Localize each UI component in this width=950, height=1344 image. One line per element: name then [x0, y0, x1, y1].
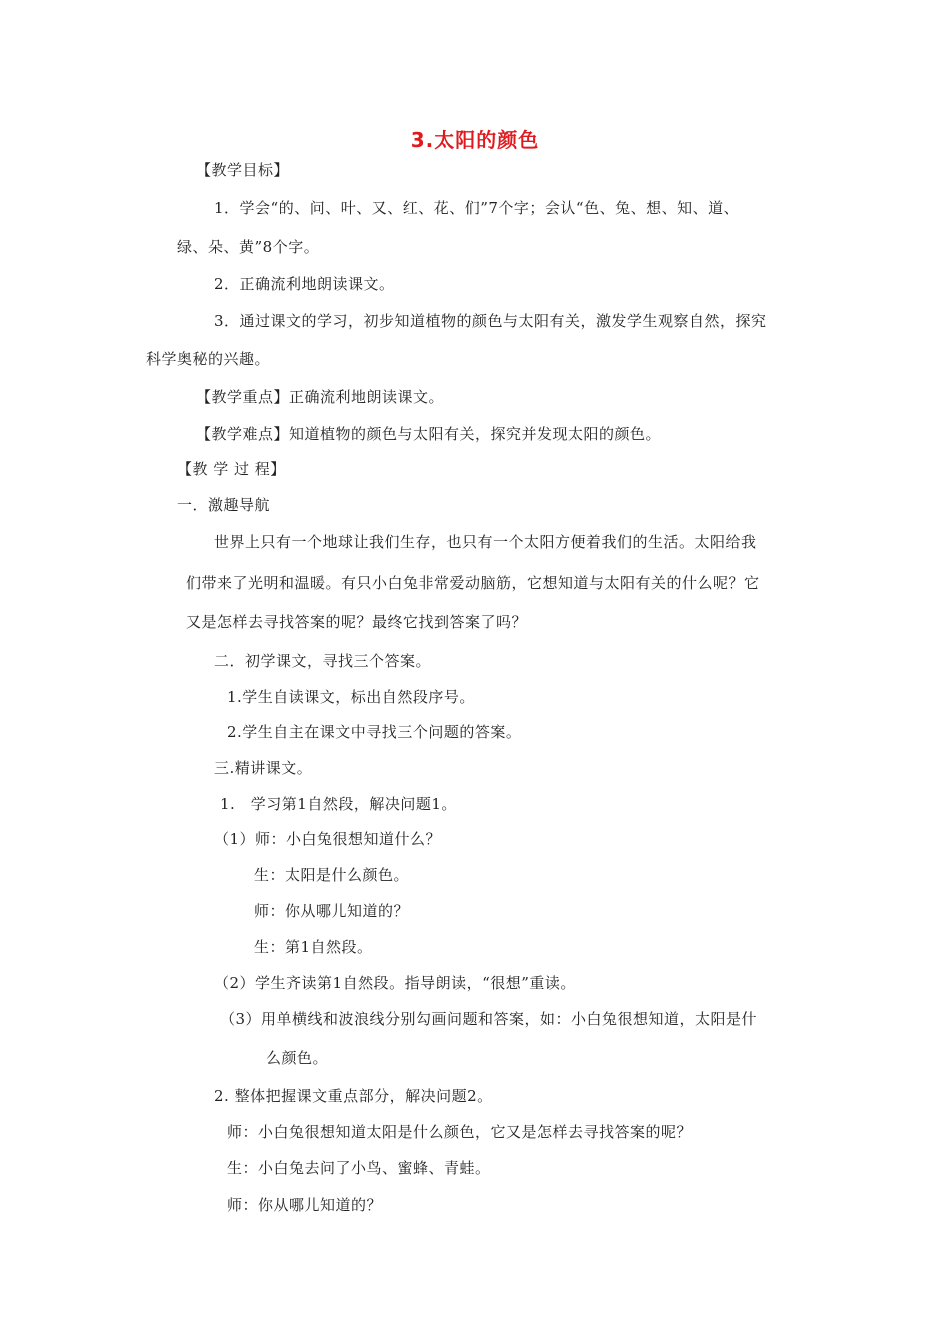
paragraph-line: （1）师：小白兔很想知道什么？	[214, 830, 442, 848]
paragraph-line: 二．初学课文，寻找三个答案。	[214, 652, 432, 670]
section-heading-key-points: 【教学重点】正确流利地朗读课文。	[196, 388, 445, 406]
paragraph-line: 生：小白兔去问了小鸟、蜜蜂、青蛙。	[227, 1159, 491, 1177]
paragraph-line: 又是怎样去寻找答案的呢？最终它找到答案了吗？	[186, 613, 528, 631]
paragraph-line: 绿、朵、黄”8个字。	[177, 238, 320, 256]
paragraph-line: 3．通过课文的学习，初步知道植物的颜色与太阳有关，激发学生观察自然，探究	[214, 312, 767, 330]
document-title: 3.太阳的颜色	[410, 128, 540, 152]
paragraph-line: 么颜色。	[266, 1049, 329, 1067]
section-heading-objectives: 【教学目标】	[196, 161, 290, 179]
paragraph-line: 科学奥秘的兴趣。	[146, 350, 271, 368]
paragraph-line: 1．学会“的、问、叶、又、红、花、们”7个字；会认“色、兔、想、知、道、	[214, 199, 740, 217]
paragraph-line: 师：你从哪儿知道的？	[254, 902, 410, 920]
paragraph-line: 世界上只有一个地球让我们生存，也只有一个太阳方便着我们的生活。太阳给我	[214, 533, 757, 551]
paragraph-line: （2）学生齐读第1自然段。指导朗读，“很想”重读。	[214, 974, 576, 992]
paragraph-line: 1.学生自读课文，标出自然段序号。	[227, 688, 475, 706]
paragraph-line: 2. 整体把握课文重点部分，解决问题2。	[214, 1087, 493, 1105]
section-heading-process: 【教 学 过 程】	[177, 460, 286, 478]
paragraph-line: 1. 学习第1自然段，解决问题1。	[220, 795, 457, 813]
paragraph-line: 师：你从哪儿知道的？	[227, 1196, 383, 1214]
paragraph-line: 生：太阳是什么颜色。	[254, 866, 410, 884]
paragraph-line: 三.精讲课文。	[214, 759, 313, 777]
paragraph-line: 一．激趣导航	[177, 496, 271, 514]
section-heading-difficulties: 【教学难点】知道植物的颜色与太阳有关，探究并发现太阳的颜色。	[196, 425, 662, 443]
paragraph-line: 们带来了光明和温暖。有只小白兔非常爱动脑筋，它想知道与太阳有关的什么呢？它	[186, 574, 760, 592]
paragraph-line: 2.学生自主在课文中寻找三个问题的答案。	[227, 723, 522, 741]
paragraph-line: 2．正确流利地朗读课文。	[214, 275, 395, 293]
paragraph-line: 师：小白兔很想知道太阳是什么颜色，它又是怎样去寻找答案的呢？	[227, 1123, 693, 1141]
paragraph-line: 生：第1自然段。	[254, 938, 373, 956]
paragraph-line: （3）用单横线和波浪线分别勾画问题和答案，如：小白兔很想知道，太阳是什	[220, 1010, 758, 1028]
